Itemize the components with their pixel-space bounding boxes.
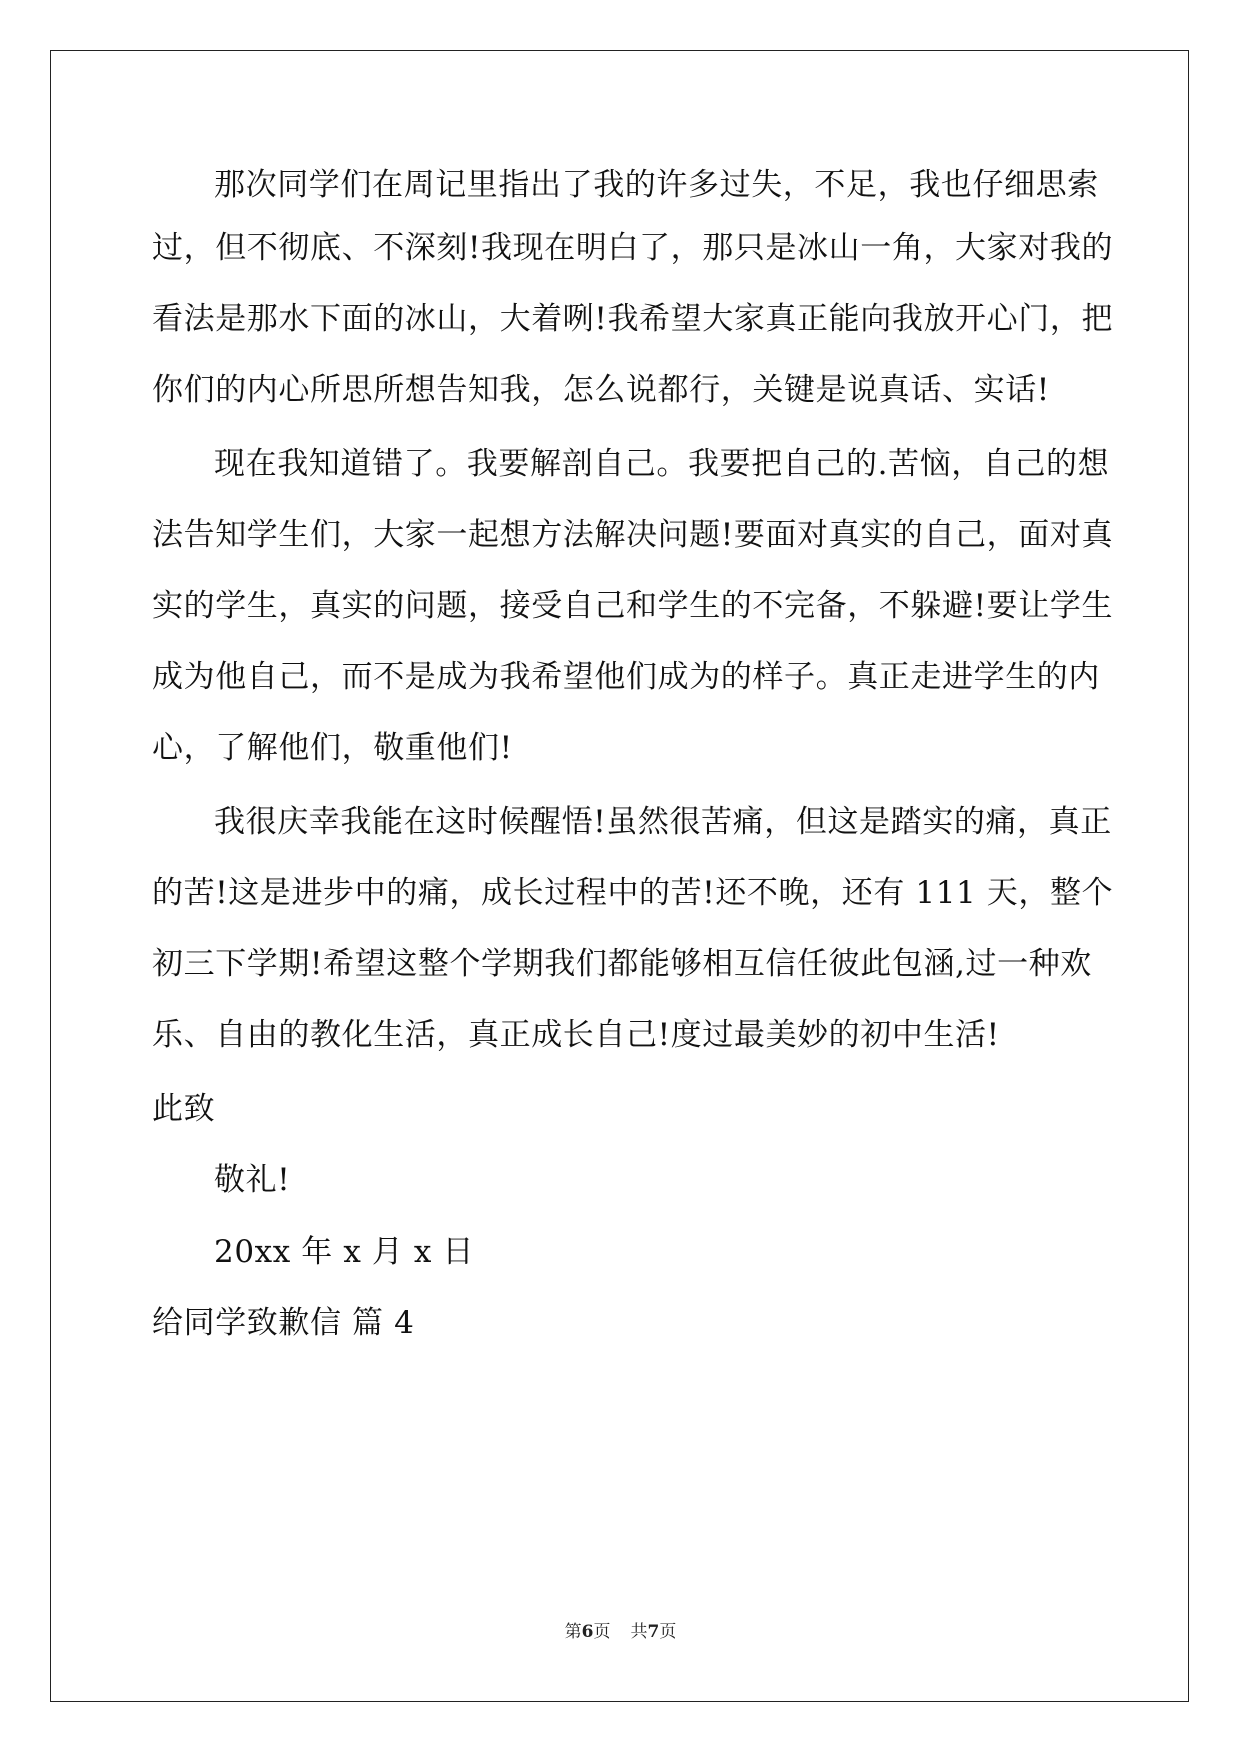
section-heading: 给同学致歉信 篇 4 <box>152 1305 415 1341</box>
paragraph-line: 过，但不彻底、不深刻!我现在明白了，那只是冰山一角，大家对我的 <box>152 230 1114 266</box>
paragraph-line: 现在我知道错了。我要解剖自己。我要把自己的.苦恼，自己的想 <box>214 446 1110 482</box>
closing-salutation: 此致 <box>152 1091 216 1127</box>
footer-page-suffix: 页 <box>593 1622 611 1642</box>
closing-regards: 敬礼! <box>214 1162 291 1198</box>
paragraph-line: 我很庆幸我能在这时候醒悟!虽然很苦痛，但这是踏实的痛，真正 <box>214 804 1112 840</box>
page-footer <box>0 1620 1241 1644</box>
paragraph-line: 成为他自己，而不是成为我希望他们成为的样子。真正走进学生的内 <box>152 659 1100 695</box>
footer-page-prefix: 第 <box>564 1622 582 1642</box>
paragraph-line: 初三下学期!希望这整个学期我们都能够相互信任彼此包涵,过一种欢 <box>152 946 1092 982</box>
paragraph-line: 心，了解他们，敬重他们! <box>152 730 513 766</box>
footer-total-prefix: 共 <box>630 1622 648 1642</box>
paragraph-line: 你们的内心所思所想告知我，怎么说都行，关键是说真话、实话! <box>152 372 1050 408</box>
footer-page-total: 7 <box>647 1622 660 1642</box>
paragraph-line: 实的学生，真实的问题，接受自己和学生的不完备，不躲避!要让学生 <box>152 588 1114 624</box>
footer-page-current: 6 <box>581 1622 594 1642</box>
footer-total-suffix: 页 <box>659 1622 677 1642</box>
letter-date: 20xx 年 x 月 x 日 <box>214 1234 475 1270</box>
paragraph-line: 的苦!这是进步中的痛，成长过程中的苦!还不晚，还有 111 天，整个 <box>152 875 1114 911</box>
paragraph-line: 看法是那水下面的冰山，大着咧!我希望大家真正能向我放开心门，把 <box>152 301 1114 337</box>
paragraph-line: 那次同学们在周记里指出了我的许多过失，不足，我也仔细思索 <box>214 167 1099 203</box>
paragraph-line: 乐、自由的教化生活，真正成长自己!度过最美妙的初中生活! <box>152 1017 1000 1053</box>
paragraph-line: 法告知学生们，大家一起想方法解决问题!要面对真实的自己，面对真 <box>152 517 1114 553</box>
